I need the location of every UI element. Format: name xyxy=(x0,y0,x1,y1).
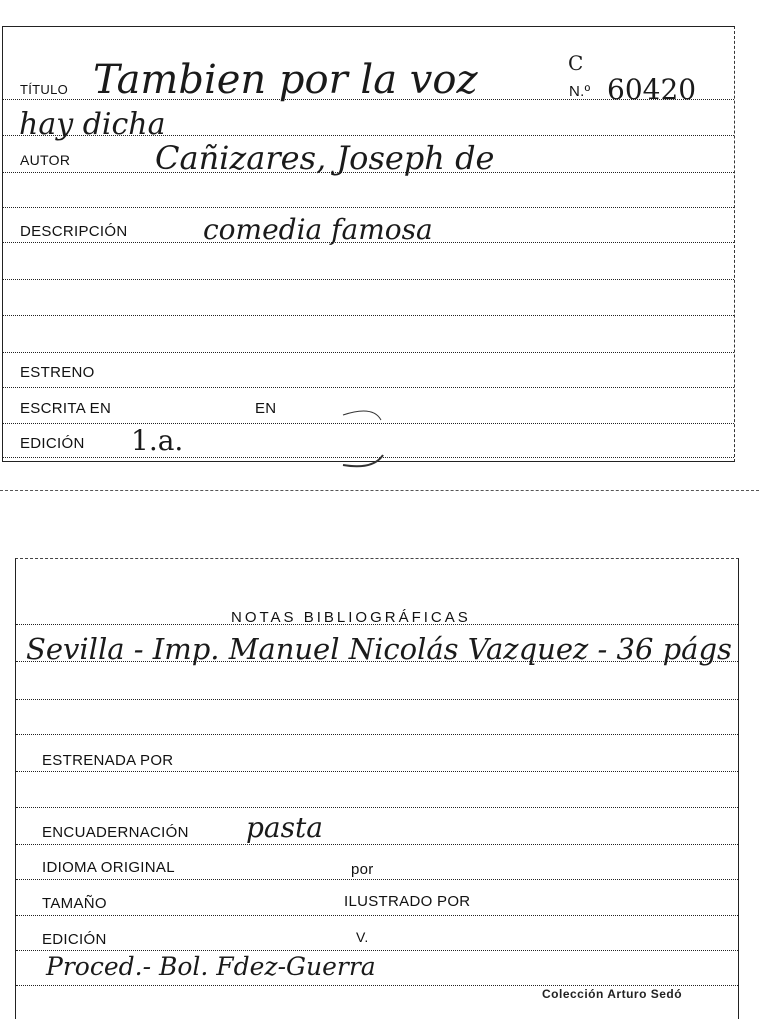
por-label: por xyxy=(351,861,374,878)
encuadernacion-label: ENCUADERNACIÓN xyxy=(42,824,189,841)
procedencia-value: Proced.- Bol. Fdez-Guerra xyxy=(46,952,376,981)
autor-label: AUTOR xyxy=(20,152,71,168)
rule-line xyxy=(16,807,738,808)
punch-hole-arc xyxy=(333,385,393,475)
rule-line xyxy=(3,207,734,208)
notas-title: NOTAS BIBLIOGRÁFICAS xyxy=(231,609,471,626)
numero-value: 60420 xyxy=(607,73,697,106)
titulo-label: TÍTULO xyxy=(20,82,69,97)
rule-line xyxy=(16,915,738,916)
catalog-card-bottom xyxy=(15,558,739,1019)
encuadernacion-value: pasta xyxy=(246,811,323,844)
rule-line xyxy=(3,315,734,316)
ilustrado-por-label: ILUSTRADO POR xyxy=(344,893,471,910)
v-label: V. xyxy=(356,929,369,945)
rule-line xyxy=(16,734,738,735)
numero-mark: C xyxy=(568,51,584,75)
titulo-value: Tambien por la voz xyxy=(93,57,478,103)
rule-line xyxy=(3,279,734,280)
edicion-value: 1.a. xyxy=(131,424,184,457)
descripcion-value: comedia famosa xyxy=(203,213,433,246)
estreno-label: ESTRENO xyxy=(20,364,95,381)
escrita-en-label: ESCRITA EN xyxy=(20,400,112,417)
autor-value: Cañizares, Joseph de xyxy=(155,139,495,177)
cut-line xyxy=(0,490,759,491)
rule-line xyxy=(16,844,738,845)
edicion-label: EDICIÓN xyxy=(42,931,107,948)
numero-prefix: N.º xyxy=(569,83,591,100)
notas-value: Sevilla - Imp. Manuel Nicolás Vazquez - 36 págs xyxy=(26,632,732,666)
en-label: EN xyxy=(255,400,277,417)
rule-line xyxy=(16,771,738,772)
rule-line xyxy=(16,699,738,700)
titulo-value-continued: hay dicha xyxy=(19,107,166,142)
idioma-original-label: IDIOMA ORIGINAL xyxy=(42,859,175,876)
rule-line xyxy=(3,352,734,353)
estrenada-por-label: ESTRENADA POR xyxy=(42,752,174,769)
tamano-label: TAMAÑO xyxy=(42,895,107,912)
rule-line xyxy=(16,985,738,986)
edicion-label: EDICIÓN xyxy=(20,435,85,452)
catalog-card-top xyxy=(2,26,735,462)
coleccion-stamp: Colección Arturo Sedó xyxy=(542,987,683,1001)
descripcion-label: DESCRIPCIÓN xyxy=(20,223,128,240)
rule-line xyxy=(16,950,738,951)
rule-line xyxy=(16,879,738,880)
